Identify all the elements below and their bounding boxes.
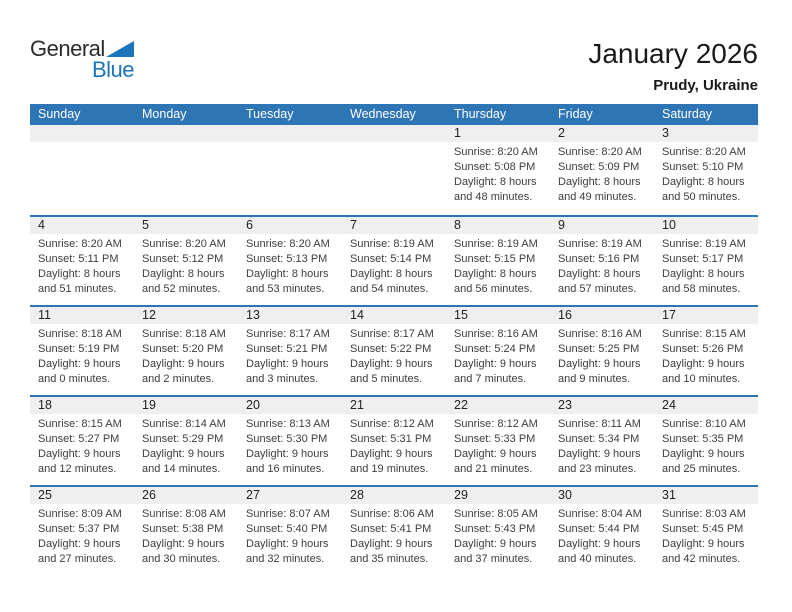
calendar-cell (550, 487, 654, 575)
daylight-text: Daylight: 8 hours and 53 minutes. (246, 268, 329, 295)
sunset-text: Sunset: 5:22 PM (350, 343, 432, 355)
sunrise-text: Sunrise: 8:09 AM (38, 508, 122, 520)
sunrise-text: Sunrise: 8:20 AM (454, 146, 538, 158)
day-number: 22 (446, 397, 550, 414)
day-details (238, 234, 342, 297)
daylight-text: Daylight: 9 hours and 14 minutes. (142, 448, 225, 475)
calendar-cell (30, 217, 134, 305)
daylight-text: Daylight: 9 hours and 32 minutes. (246, 538, 329, 565)
day-number: 11 (30, 307, 134, 324)
day-details (30, 142, 134, 145)
sunset-text: Sunset: 5:33 PM (454, 433, 536, 445)
calendar-cell (238, 397, 342, 485)
daylight-text: Daylight: 9 hours and 23 minutes. (558, 448, 641, 475)
day-number: 19 (134, 397, 238, 414)
daylight-text: Daylight: 9 hours and 10 minutes. (662, 358, 745, 385)
day-number: 29 (446, 487, 550, 504)
sunset-text: Sunset: 5:31 PM (350, 433, 432, 445)
day-number: 12 (134, 307, 238, 324)
calendar-cell (446, 125, 550, 215)
day-details (446, 324, 550, 387)
sunrise-text: Sunrise: 8:19 AM (350, 238, 434, 250)
day-number: 20 (238, 397, 342, 414)
sunrise-text: Sunrise: 8:03 AM (662, 508, 746, 520)
sunrise-text: Sunrise: 8:16 AM (558, 328, 642, 340)
calendar-cell (134, 397, 238, 485)
calendar-cell (446, 397, 550, 485)
day-details (30, 234, 134, 297)
daylight-text: Daylight: 8 hours and 58 minutes. (662, 268, 745, 295)
sunrise-text: Sunrise: 8:14 AM (142, 418, 226, 430)
calendar-cell (30, 487, 134, 575)
day-details (342, 324, 446, 387)
daylight-text: Daylight: 9 hours and 12 minutes. (38, 448, 121, 475)
weekday-header-row (30, 104, 758, 125)
daylight-text: Daylight: 9 hours and 30 minutes. (142, 538, 225, 565)
daylight-text: Daylight: 8 hours and 48 minutes. (454, 176, 537, 203)
sunset-text: Sunset: 5:13 PM (246, 253, 328, 265)
sunset-text: Sunset: 5:15 PM (454, 253, 536, 265)
daylight-text: Daylight: 9 hours and 0 minutes. (38, 358, 121, 385)
day-details (342, 504, 446, 567)
daylight-text: Daylight: 9 hours and 42 minutes. (662, 538, 745, 565)
daylight-text: Daylight: 8 hours and 51 minutes. (38, 268, 121, 295)
weekday-header-friday: Friday (558, 107, 593, 121)
sunset-text: Sunset: 5:45 PM (662, 523, 744, 535)
day-number: 14 (342, 307, 446, 324)
daylight-text: Daylight: 8 hours and 57 minutes. (558, 268, 641, 295)
month-title: January 2026 (588, 38, 758, 69)
sunset-text: Sunset: 5:09 PM (558, 161, 640, 173)
daylight-text: Daylight: 9 hours and 27 minutes. (38, 538, 121, 565)
day-number: 1 (446, 125, 550, 142)
day-details (654, 504, 758, 567)
sunrise-text: Sunrise: 8:15 AM (38, 418, 122, 430)
daylight-text: Daylight: 9 hours and 40 minutes. (558, 538, 641, 565)
sunrise-text: Sunrise: 8:04 AM (558, 508, 642, 520)
day-number (238, 125, 342, 142)
day-details (550, 324, 654, 387)
calendar-cell (30, 307, 134, 395)
sunrise-text: Sunrise: 8:12 AM (350, 418, 434, 430)
sunset-text: Sunset: 5:25 PM (558, 343, 640, 355)
daylight-text: Daylight: 8 hours and 54 minutes. (350, 268, 433, 295)
sunrise-text: Sunrise: 8:07 AM (246, 508, 330, 520)
calendar-cell (238, 217, 342, 305)
day-number: 26 (134, 487, 238, 504)
day-number (134, 125, 238, 142)
daylight-text: Daylight: 9 hours and 9 minutes. (558, 358, 641, 385)
calendar-grid (30, 104, 758, 575)
day-details (134, 234, 238, 297)
week-row (30, 395, 758, 485)
sunset-text: Sunset: 5:26 PM (662, 343, 744, 355)
day-number: 18 (30, 397, 134, 414)
day-number: 7 (342, 217, 446, 234)
calendar-cell (550, 307, 654, 395)
day-details (654, 142, 758, 205)
calendar-cell (30, 125, 134, 215)
day-number: 10 (654, 217, 758, 234)
sunset-text: Sunset: 5:12 PM (142, 253, 224, 265)
day-number: 3 (654, 125, 758, 142)
sunset-text: Sunset: 5:20 PM (142, 343, 224, 355)
sunrise-text: Sunrise: 8:20 AM (142, 238, 226, 250)
sunset-text: Sunset: 5:41 PM (350, 523, 432, 535)
calendar-cell (654, 125, 758, 215)
daylight-text: Daylight: 9 hours and 5 minutes. (350, 358, 433, 385)
daylight-text: Daylight: 8 hours and 56 minutes. (454, 268, 537, 295)
daylight-text: Daylight: 8 hours and 52 minutes. (142, 268, 225, 295)
calendar-cell (342, 397, 446, 485)
location-subtitle: Prudy, Ukraine (653, 77, 758, 94)
day-details (238, 414, 342, 477)
calendar-cell (30, 397, 134, 485)
sunrise-text: Sunrise: 8:16 AM (454, 328, 538, 340)
logo-triangle-icon (106, 41, 134, 57)
calendar-header (588, 38, 758, 94)
day-number: 23 (550, 397, 654, 414)
day-details (134, 142, 238, 145)
day-number: 2 (550, 125, 654, 142)
day-details (342, 234, 446, 297)
sunrise-text: Sunrise: 8:06 AM (350, 508, 434, 520)
day-number: 17 (654, 307, 758, 324)
calendar-cell (238, 487, 342, 575)
day-details (654, 324, 758, 387)
daylight-text: Daylight: 8 hours and 49 minutes. (558, 176, 641, 203)
daylight-text: Daylight: 8 hours and 50 minutes. (662, 176, 745, 203)
calendar-cell (134, 307, 238, 395)
sunrise-text: Sunrise: 8:19 AM (558, 238, 642, 250)
daylight-text: Daylight: 9 hours and 21 minutes. (454, 448, 537, 475)
sunrise-text: Sunrise: 8:17 AM (246, 328, 330, 340)
sunset-text: Sunset: 5:37 PM (38, 523, 120, 535)
sunset-text: Sunset: 5:19 PM (38, 343, 120, 355)
sunset-text: Sunset: 5:08 PM (454, 161, 536, 173)
sunrise-text: Sunrise: 8:13 AM (246, 418, 330, 430)
sunrise-text: Sunrise: 8:20 AM (38, 238, 122, 250)
sunrise-text: Sunrise: 8:12 AM (454, 418, 538, 430)
daylight-text: Daylight: 9 hours and 2 minutes. (142, 358, 225, 385)
day-details (30, 504, 134, 567)
calendar-cell (238, 307, 342, 395)
calendar-cell (342, 487, 446, 575)
day-number (30, 125, 134, 142)
day-number (342, 125, 446, 142)
sunset-text: Sunset: 5:29 PM (142, 433, 224, 445)
day-number: 28 (342, 487, 446, 504)
day-details (342, 414, 446, 477)
sunset-text: Sunset: 5:14 PM (350, 253, 432, 265)
day-number: 4 (30, 217, 134, 234)
calendar-cell (550, 125, 654, 215)
weekday-header-monday: Monday (142, 107, 187, 121)
day-details (134, 324, 238, 387)
day-details (446, 414, 550, 477)
daylight-text: Daylight: 9 hours and 25 minutes. (662, 448, 745, 475)
day-details (654, 414, 758, 477)
sunset-text: Sunset: 5:17 PM (662, 253, 744, 265)
day-details (134, 504, 238, 567)
week-row (30, 215, 758, 305)
day-details (654, 234, 758, 297)
calendar-cell (550, 397, 654, 485)
day-number: 8 (446, 217, 550, 234)
day-number: 13 (238, 307, 342, 324)
day-number: 21 (342, 397, 446, 414)
calendar-cell (446, 487, 550, 575)
calendar-cell (446, 217, 550, 305)
day-number: 31 (654, 487, 758, 504)
day-number: 25 (30, 487, 134, 504)
daylight-text: Daylight: 9 hours and 37 minutes. (454, 538, 537, 565)
sunrise-text: Sunrise: 8:17 AM (350, 328, 434, 340)
sunrise-text: Sunrise: 8:11 AM (558, 418, 641, 430)
week-row (30, 485, 758, 575)
calendar-cell (654, 397, 758, 485)
sunset-text: Sunset: 5:40 PM (246, 523, 328, 535)
daylight-text: Daylight: 9 hours and 3 minutes. (246, 358, 329, 385)
calendar-cell (446, 307, 550, 395)
calendar-cell (134, 125, 238, 215)
week-row (30, 125, 758, 215)
weeks-container (30, 125, 758, 575)
sunrise-text: Sunrise: 8:19 AM (662, 238, 746, 250)
calendar-cell (654, 487, 758, 575)
day-details (238, 142, 342, 145)
day-details (342, 142, 446, 145)
sunrise-text: Sunrise: 8:18 AM (38, 328, 122, 340)
sunset-text: Sunset: 5:24 PM (454, 343, 536, 355)
sunset-text: Sunset: 5:27 PM (38, 433, 120, 445)
day-details (30, 324, 134, 387)
day-details (446, 142, 550, 205)
sunrise-text: Sunrise: 8:15 AM (662, 328, 746, 340)
sunset-text: Sunset: 5:38 PM (142, 523, 224, 535)
logo-text-general: General (30, 36, 105, 61)
sunset-text: Sunset: 5:34 PM (558, 433, 640, 445)
calendar-cell (134, 217, 238, 305)
general-blue-logo (30, 36, 134, 84)
sunset-text: Sunset: 5:30 PM (246, 433, 328, 445)
sunrise-text: Sunrise: 8:20 AM (558, 146, 642, 158)
weekday-header-saturday: Saturday (662, 107, 713, 121)
day-number: 5 (134, 217, 238, 234)
calendar-cell (342, 307, 446, 395)
sunset-text: Sunset: 5:11 PM (38, 253, 119, 265)
daylight-text: Daylight: 9 hours and 19 minutes. (350, 448, 433, 475)
calendar-cell (342, 217, 446, 305)
calendar-cell (654, 307, 758, 395)
day-details (550, 414, 654, 477)
sunset-text: Sunset: 5:16 PM (558, 253, 640, 265)
day-details (238, 504, 342, 567)
day-details (550, 142, 654, 205)
day-details (30, 414, 134, 477)
sunset-text: Sunset: 5:44 PM (558, 523, 640, 535)
day-number: 27 (238, 487, 342, 504)
sunset-text: Sunset: 5:35 PM (662, 433, 744, 445)
sunrise-text: Sunrise: 8:20 AM (662, 146, 746, 158)
sunrise-text: Sunrise: 8:05 AM (454, 508, 538, 520)
day-details (134, 414, 238, 477)
day-number: 16 (550, 307, 654, 324)
sunset-text: Sunset: 5:43 PM (454, 523, 536, 535)
daylight-text: Daylight: 9 hours and 7 minutes. (454, 358, 537, 385)
day-number: 9 (550, 217, 654, 234)
sunrise-text: Sunrise: 8:20 AM (246, 238, 330, 250)
day-number: 24 (654, 397, 758, 414)
day-number: 6 (238, 217, 342, 234)
sunset-text: Sunset: 5:21 PM (246, 343, 328, 355)
daylight-text: Daylight: 9 hours and 16 minutes. (246, 448, 329, 475)
week-row (30, 305, 758, 395)
calendar-cell (654, 217, 758, 305)
calendar-cell (238, 125, 342, 215)
calendar-cell (550, 217, 654, 305)
sunrise-text: Sunrise: 8:18 AM (142, 328, 226, 340)
sunrise-text: Sunrise: 8:08 AM (142, 508, 226, 520)
day-details (446, 504, 550, 567)
sunrise-text: Sunrise: 8:19 AM (454, 238, 538, 250)
day-details (238, 324, 342, 387)
day-details (550, 234, 654, 297)
calendar-cell (342, 125, 446, 215)
daylight-text: Daylight: 9 hours and 35 minutes. (350, 538, 433, 565)
sunrise-text: Sunrise: 8:10 AM (662, 418, 746, 430)
logo-text-blue: Blue (91, 57, 134, 82)
day-number: 30 (550, 487, 654, 504)
weekday-header-wednesday: Wednesday (350, 107, 416, 121)
weekday-header-tuesday: Tuesday (246, 107, 294, 121)
calendar-cell (134, 487, 238, 575)
sunset-text: Sunset: 5:10 PM (662, 161, 744, 173)
weekday-header-sunday: Sunday (38, 107, 81, 121)
day-number: 15 (446, 307, 550, 324)
weekday-header-thursday: Thursday (454, 107, 507, 121)
day-details (446, 234, 550, 297)
day-details (550, 504, 654, 567)
